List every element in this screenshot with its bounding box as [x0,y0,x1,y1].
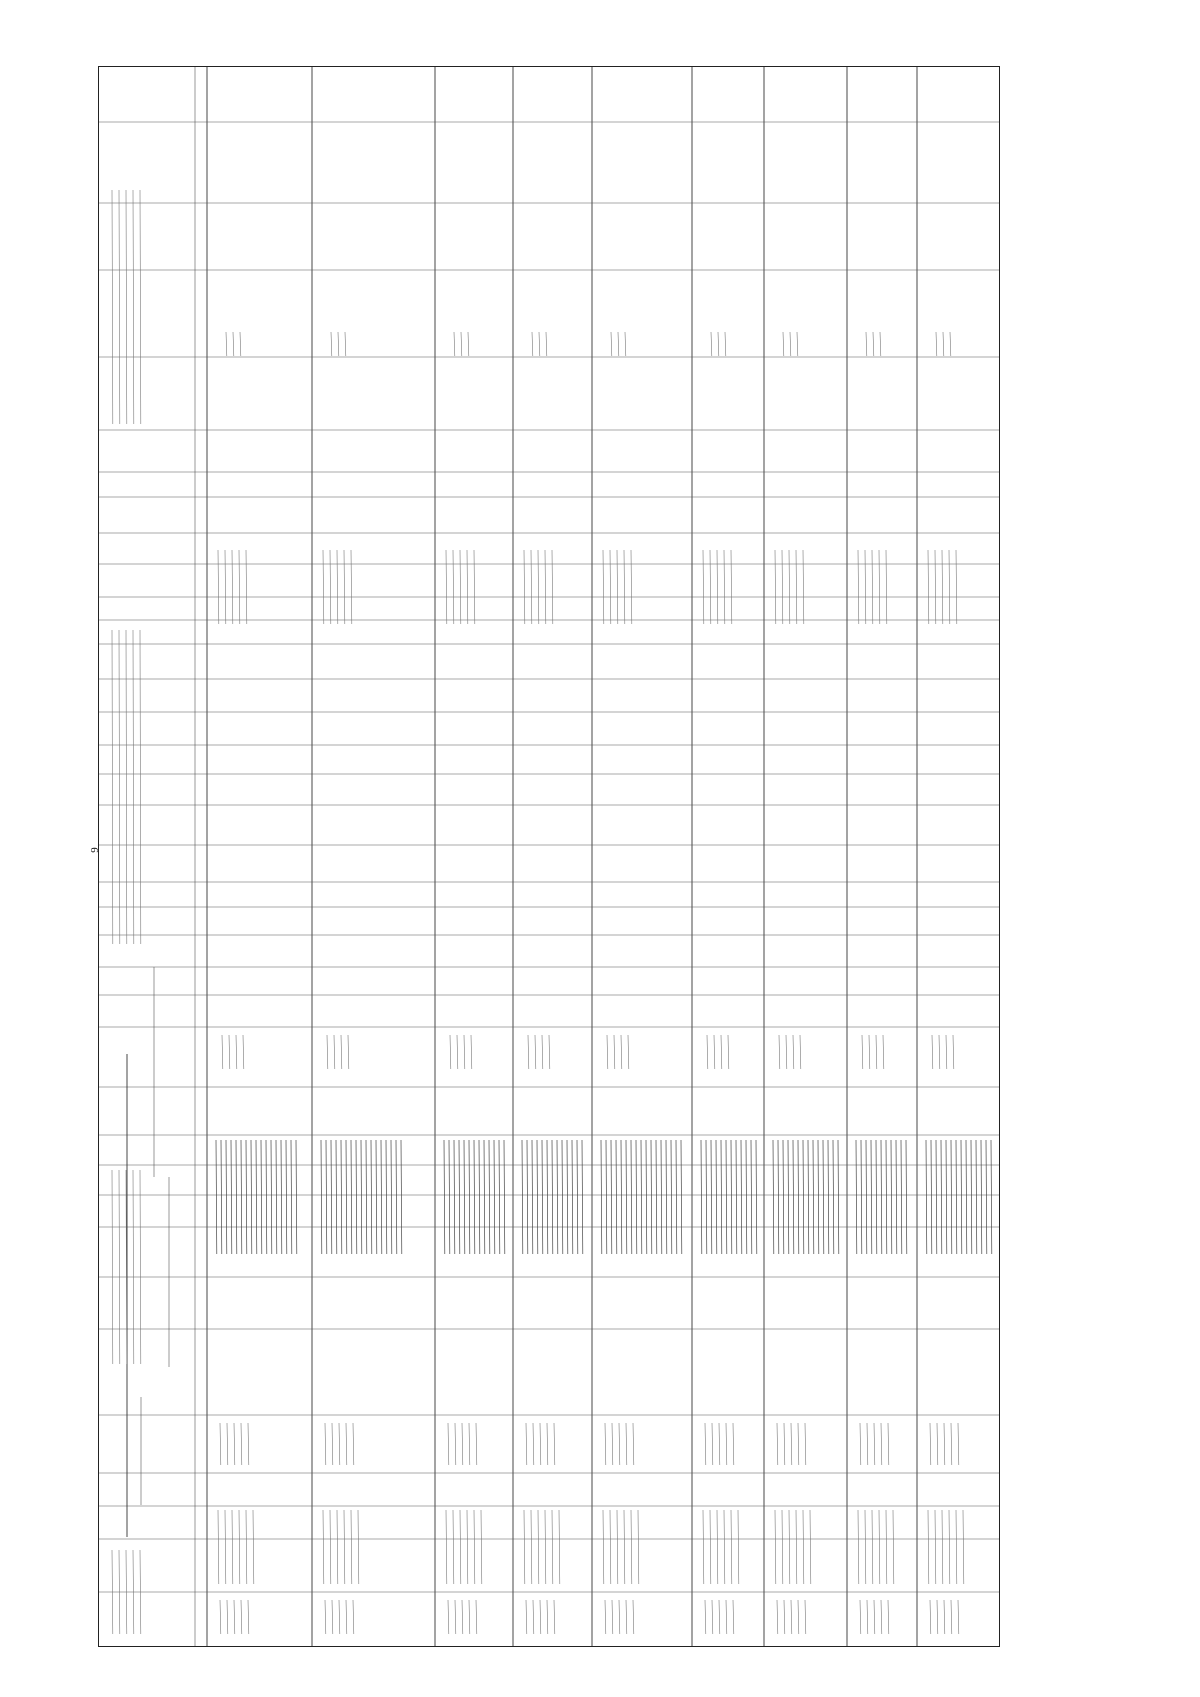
record-name-trace [775,1510,811,1584]
record-region-trace [860,1423,889,1465]
record-purpose-trace [862,1035,884,1069]
record-status-trace [936,332,951,356]
record-info-trace [218,550,247,624]
record-purpose-trace [222,1035,244,1069]
record-purpose-trace [932,1035,954,1069]
record-region-trace [705,1423,734,1465]
record-coordinates-trace [601,1140,682,1254]
record-name-trace [928,1510,964,1584]
record-number-trace [325,1600,354,1634]
record-purpose-trace [779,1035,801,1069]
record-info-trace [446,550,475,624]
record-name-trace [323,1510,359,1584]
record-coordinates-trace [856,1140,907,1254]
register-table-grid [99,67,1000,1647]
record-name-trace [524,1510,560,1584]
page-number: 9 [89,847,101,853]
record-name-trace [603,1510,639,1584]
record-number-trace [930,1600,959,1634]
header-trace [112,1170,141,1364]
record-coordinates-trace [773,1140,839,1254]
register-table [98,66,1000,1647]
record-status-trace [331,332,346,356]
record-info-trace [928,550,957,624]
record-number-trace [777,1600,806,1634]
record-number-trace [220,1600,249,1634]
record-status-trace [783,332,798,356]
record-status-trace [454,332,469,356]
record-coordinates-trace [216,1140,297,1254]
record-purpose-trace [327,1035,349,1069]
record-status-trace [226,332,241,356]
record-region-trace [526,1423,555,1465]
record-region-trace [325,1423,354,1465]
record-name-trace [858,1510,894,1584]
record-number-trace [605,1600,634,1634]
record-coordinates-trace [522,1140,583,1254]
record-number-trace [860,1600,889,1634]
header-trace [112,630,141,944]
record-info-trace [775,550,804,624]
record-name-trace [446,1510,482,1584]
record-status-trace [532,332,547,356]
record-purpose-trace [607,1035,629,1069]
record-coordinates-trace [444,1140,505,1254]
record-number-trace [448,1600,477,1634]
record-name-trace [703,1510,739,1584]
record-info-trace [323,550,352,624]
record-region-trace [605,1423,634,1465]
record-purpose-trace [707,1035,729,1069]
record-info-trace [858,550,887,624]
record-purpose-trace [450,1035,472,1069]
record-info-trace [603,550,632,624]
record-info-trace [703,550,732,624]
record-region-trace [448,1423,477,1465]
record-status-trace [611,332,626,356]
record-region-trace [777,1423,806,1465]
record-number-trace [705,1600,734,1634]
record-coordinates-trace [926,1140,992,1254]
record-region-trace [930,1423,959,1465]
record-status-trace [866,332,881,356]
record-coordinates-trace [321,1140,402,1254]
record-number-trace [526,1600,555,1634]
record-info-trace [524,550,553,624]
header-trace [112,190,141,424]
record-status-trace [711,332,726,356]
record-coordinates-trace [701,1140,757,1254]
record-name-trace [218,1510,254,1584]
record-purpose-trace [528,1035,550,1069]
record-region-trace [220,1423,249,1465]
